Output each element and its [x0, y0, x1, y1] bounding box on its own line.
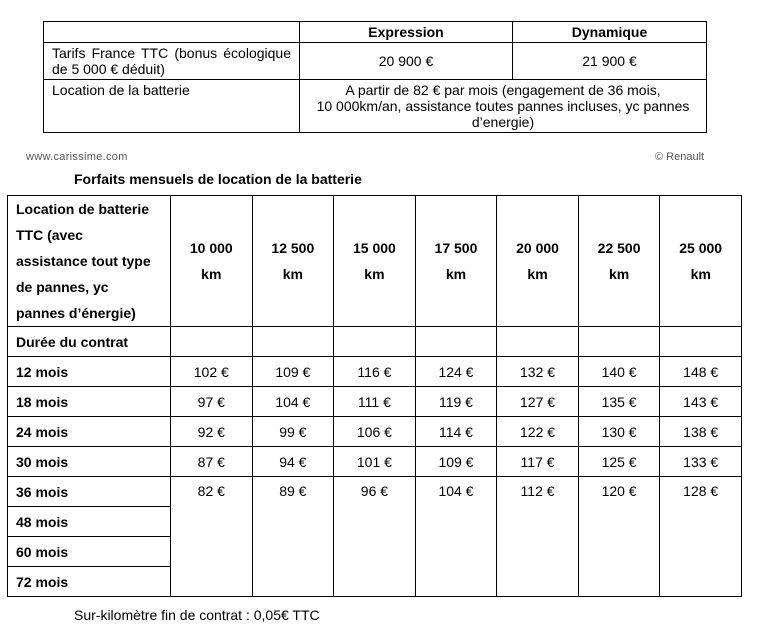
price-cell: 102 €: [171, 357, 253, 387]
header-expression: Expression: [300, 22, 513, 43]
tarif-expression: 20 900 €: [300, 43, 513, 80]
location-label: Location de la batterie: [44, 80, 300, 133]
price-cell: 96 €: [334, 477, 416, 597]
location-row: [44, 80, 707, 133]
price-cell: 89 €: [252, 477, 334, 597]
price-cell: 94 €: [252, 447, 334, 477]
row-label: 30 mois: [8, 447, 171, 477]
table-row: [8, 417, 742, 447]
price-cell: 119 €: [415, 387, 497, 417]
km-column-header: 15 000 km: [334, 196, 416, 327]
price-cell: 132 €: [497, 357, 579, 387]
price-cell: 109 €: [415, 447, 497, 477]
km-column-header: 22 500 km: [578, 196, 660, 327]
row-label: 60 mois: [8, 537, 171, 567]
price-cell: 101 €: [334, 447, 416, 477]
empty-cell: [660, 327, 742, 357]
site-watermark: www.carissime.com: [26, 151, 128, 163]
forfaits-table: [7, 195, 742, 597]
price-cell: 104 €: [252, 387, 334, 417]
price-cell: 97 €: [171, 387, 253, 417]
km-column-header: 12 500 km: [252, 196, 334, 327]
km-column-header: 20 000 km: [497, 196, 579, 327]
price-cell: 120 €: [578, 477, 660, 597]
price-cell: 87 €: [171, 447, 253, 477]
forfaits-header-label: [8, 196, 171, 327]
price-cell: 116 €: [334, 357, 416, 387]
footer-note: Sur-kilomètre fin de contrat : 0,05€ TTC: [74, 607, 320, 623]
price-cell: 112 €: [497, 477, 579, 597]
price-cell: 82 €: [171, 477, 253, 597]
price-cell: 143 €: [660, 387, 742, 417]
price-cell: 99 €: [252, 417, 334, 447]
price-table-corner-cell: [44, 22, 300, 43]
price-cell: 133 €: [660, 447, 742, 477]
km-column-header: 17 500 km: [415, 196, 497, 327]
price-cell: 109 €: [252, 357, 334, 387]
location-detail-line: d’energie): [471, 114, 535, 130]
location-detail: [300, 80, 707, 133]
table-row: [8, 387, 742, 417]
row-label: 72 mois: [8, 567, 171, 597]
header-label-line: TTC (avec: [16, 227, 83, 243]
duration-header-row: [8, 327, 742, 357]
duration-label: Durée du contrat: [8, 327, 171, 357]
price-table: [43, 21, 707, 133]
forfaits-title: Forfaits mensuels de location de la batterie: [74, 171, 362, 187]
price-cell: 104 €: [415, 477, 497, 597]
km-column-header: 10 000 km: [171, 196, 253, 327]
row-label: 18 mois: [8, 387, 171, 417]
empty-cell: [497, 327, 579, 357]
empty-cell: [252, 327, 334, 357]
price-cell: 124 €: [415, 357, 497, 387]
header-label-line: Location de batterie: [16, 201, 150, 217]
tarifs-row: [44, 43, 707, 80]
location-detail-line: A partir de 82 € par mois (engagement de 36 mois,: [345, 82, 661, 98]
forfaits-header-row: [8, 196, 742, 327]
price-cell: 125 €: [578, 447, 660, 477]
brand-watermark: © Renault: [655, 151, 705, 163]
price-cell: 135 €: [578, 387, 660, 417]
price-cell: 130 €: [578, 417, 660, 447]
header-label-line: de pannes, yc: [16, 279, 109, 295]
price-cell: 148 €: [660, 357, 742, 387]
table-row: [8, 447, 742, 477]
empty-cell: [334, 327, 416, 357]
empty-cell: [415, 327, 497, 357]
price-cell: 114 €: [415, 417, 497, 447]
empty-cell: [171, 327, 253, 357]
price-cell: 127 €: [497, 387, 579, 417]
row-label: 24 mois: [8, 417, 171, 447]
tarifs-label: Tarifs France TTC (bonus écologique de 5 000 € déduit): [44, 43, 300, 80]
price-cell: 111 €: [334, 387, 416, 417]
price-cell: 128 €: [660, 477, 742, 597]
row-label: 48 mois: [8, 507, 171, 537]
tarif-dynamique: 21 900 €: [513, 43, 707, 80]
price-cell: 117 €: [497, 447, 579, 477]
table-row: [8, 357, 742, 387]
header-label-line: assistance tout type: [16, 253, 151, 269]
price-table-header-row: [44, 22, 707, 43]
price-cell: 106 €: [334, 417, 416, 447]
km-column-header: 25 000 km: [660, 196, 742, 327]
header-label-line: pannes d’énergie): [16, 305, 136, 321]
location-detail-line: 10 000km/an, assistance toutes pannes incluses, yc pannes: [316, 98, 690, 114]
row-label: 12 mois: [8, 357, 171, 387]
table-row: [8, 477, 742, 507]
row-label: 36 mois: [8, 477, 171, 507]
price-cell: 140 €: [578, 357, 660, 387]
price-cell: 122 €: [497, 417, 579, 447]
price-cell: 138 €: [660, 417, 742, 447]
empty-cell: [578, 327, 660, 357]
header-dynamique: Dynamique: [513, 22, 707, 43]
price-cell: 92 €: [171, 417, 253, 447]
